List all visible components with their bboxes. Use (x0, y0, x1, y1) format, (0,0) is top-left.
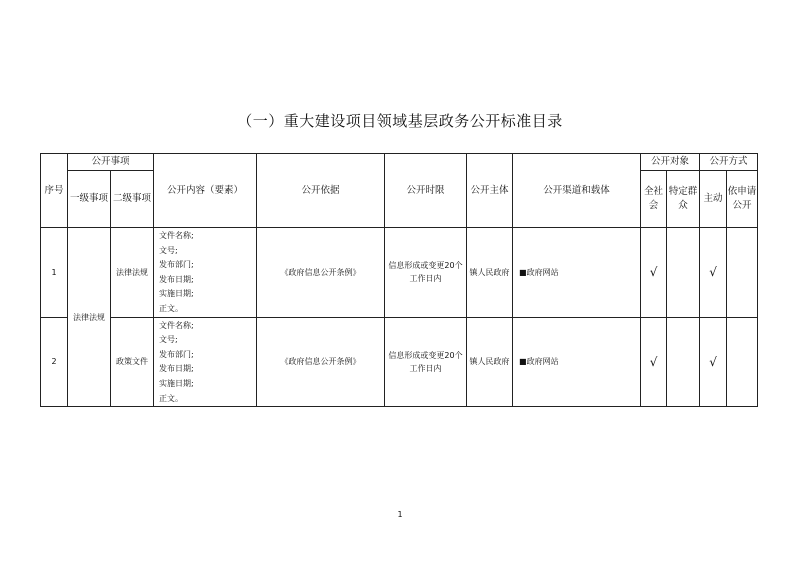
header-row-1 (41, 154, 758, 171)
content-line: 发布部门; (159, 260, 194, 270)
content-line: 文号; (159, 335, 178, 345)
content-line: 文件名称; (159, 320, 194, 330)
content-line: 实施日期; (159, 378, 194, 388)
row-active-check: √ (700, 317, 727, 407)
table-row (41, 317, 758, 407)
row-time-limit: 信息形成或变更20个工作日内 (385, 228, 467, 318)
header-method-active: 主动 (700, 171, 727, 228)
header-basis: 公开依据 (257, 154, 385, 228)
content-line: 发布日期; (159, 274, 194, 284)
content-line: 实施日期; (159, 289, 194, 299)
row-time-limit: 信息形成或变更20个工作日内 (385, 317, 467, 407)
row-request-check (727, 228, 758, 318)
header-public-items: 公开事项 (68, 154, 154, 171)
header-method: 公开方式 (700, 154, 758, 171)
header-target-specific: 特定群众 (667, 171, 700, 228)
content-line: 正文。 (159, 303, 184, 313)
row-level1: 法律法规 (68, 228, 111, 407)
row-specific-check (667, 317, 700, 407)
row-content (154, 317, 257, 407)
content-line: 发布部门; (159, 349, 194, 359)
header-seq: 序号 (41, 154, 68, 228)
header-method-request: 依申请公开 (727, 171, 758, 228)
page-number: 1 (397, 510, 403, 519)
header-subject: 公开主体 (467, 154, 513, 228)
row-channel: ■政府网站 (513, 228, 641, 318)
row-channel: ■政府网站 (513, 317, 641, 407)
row-subject: 镇人民政府 (467, 317, 513, 407)
row-all-society-check: √ (641, 228, 667, 318)
row-basis: 《政府信息公开条例》 (257, 228, 385, 318)
header-channel: 公开渠道和载体 (513, 154, 641, 228)
row-active-check: √ (700, 228, 727, 318)
header-time-limit: 公开时限 (385, 154, 467, 228)
content-line: 正文。 (159, 393, 184, 403)
header-target-all: 全社会 (641, 171, 667, 228)
header-content: 公开内容（要素） (154, 154, 257, 228)
header-level2: 二级事项 (111, 171, 154, 228)
content-line: 发布日期; (159, 364, 194, 374)
row-level2: 法律法规 (111, 228, 154, 318)
header-target: 公开对象 (641, 154, 700, 171)
standard-catalog-table (40, 153, 758, 407)
row-specific-check (667, 228, 700, 318)
row-subject: 镇人民政府 (467, 228, 513, 318)
header-level1: 一级事项 (68, 171, 111, 228)
row-seq: 1 (41, 228, 68, 318)
content-line: 文件名称; (159, 231, 194, 240)
row-content (154, 228, 257, 318)
row-basis: 《政府信息公开条例》 (257, 317, 385, 407)
page-title: （一）重大建设项目领域基层政务公开标准目录 (237, 112, 563, 130)
table-row (41, 228, 758, 318)
row-all-society-check: √ (641, 317, 667, 407)
row-seq: 2 (41, 317, 68, 407)
content-line: 文号; (159, 245, 178, 255)
row-level2: 政策文件 (111, 317, 154, 407)
row-request-check (727, 317, 758, 407)
